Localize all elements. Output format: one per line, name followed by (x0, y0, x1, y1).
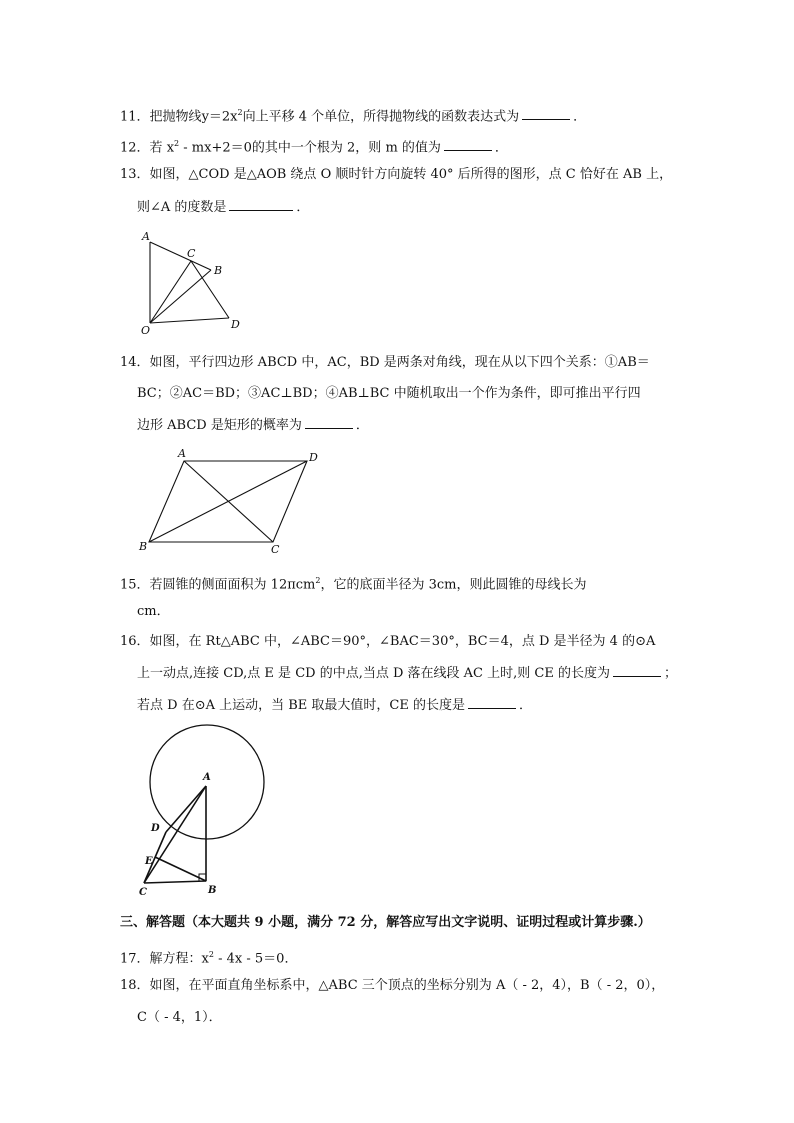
question-number: 13． (120, 167, 150, 182)
question-number: 14． (120, 355, 150, 370)
answer-blank[interactable] (613, 664, 661, 677)
question-15: 15．若圆锥的侧面面积为 12πcm$^2$，它的底面半径为 3cm，则此圆锥的母线长为 (120, 576, 587, 593)
question-number: 11． (120, 109, 150, 125)
label-C: C (187, 247, 196, 260)
answer-blank[interactable] (305, 416, 353, 429)
label-B: B (214, 264, 223, 277)
question-13: 13．如图，△COD 是△AOB 绕点 O 顺时针方向旋转 40° 后所得的图形，点 C 恰好在 AB 上， (120, 167, 673, 182)
question-16-line3: 若点 D 在⊙A 上运动，当 BE 取最大值时，CE 的长度是 ． (137, 698, 532, 713)
question-15-line2: cm． (137, 604, 170, 619)
label-D: D (151, 823, 160, 834)
question-14-line3: 边形 ABCD 是矩形的概率为 ． (137, 418, 369, 433)
label-C: C (271, 543, 280, 556)
question-18-line2: C（ - 4，1）． (137, 1010, 222, 1025)
label-D: D (309, 451, 318, 464)
question-14: 14．如图，平行四边形 ABCD 中，AC，BD 是两条对角线，现在从以下四个关系：①AB＝ (120, 355, 650, 370)
label-O: O (141, 324, 151, 336)
question-number: 18． (120, 978, 150, 993)
question-number: 12． (120, 140, 150, 156)
answer-blank[interactable] (444, 138, 492, 151)
question-number: 15． (120, 577, 150, 593)
label-A: A (178, 447, 186, 460)
question-13-line2: 则∠A 的度数是 ． (137, 200, 310, 215)
question-17: 17．解方程：$x^2 - 4x - 5=0$． (120, 950, 298, 967)
answer-blank[interactable] (229, 198, 293, 211)
answer-blank[interactable] (468, 696, 516, 709)
question-16-line2: 上一动点,连接 CD,点 E 是 CD 的中点,当点 D 落在线段 AC 上时,则 CE 的长度为 ； (137, 666, 677, 681)
label-A: A (142, 230, 150, 243)
question-number: 17． (120, 951, 150, 967)
label-A: A (203, 772, 211, 783)
question-11: 11．把抛物线$y=2x^2$向上平移 4 个单位，所得抛物线的函数表达式为 ． (120, 108, 587, 125)
figure-q13 (135, 228, 255, 336)
label-B: B (208, 885, 217, 896)
question-12: 12．若 $x^2 - mx+2=0$的其中一个根为 2，则 m 的值为 ． (120, 139, 508, 156)
question-number: 16． (120, 634, 150, 649)
section-heading: 三、解答题（本大题共 9 小题，满分 72 分，解答应写出文字说明、证明过程或计算步骤.） (120, 915, 651, 930)
label-B: B (139, 540, 148, 553)
figure-q16 (132, 724, 272, 899)
answer-blank[interactable] (522, 107, 570, 120)
label-D: D (231, 318, 240, 331)
question-18: 18．如图，在平面直角坐标系中，△ABC 三个顶点的坐标分别为 A（ - 2，4），B（ - 2，0）， (120, 978, 665, 993)
label-E: E (145, 856, 153, 867)
question-14-line2: BC；②AC＝BD；③AC⊥BD；④AB⊥BC 中随机取出一个作为条件，即可推出平行四 (137, 386, 641, 401)
question-16: 16．如图，在 Rt△ABC 中，∠ABC＝90°，∠BAC＝30°，BC＝4，点 D 是半径为 4 的⊙A (120, 634, 656, 649)
label-C: C (139, 887, 147, 898)
figure-q14 (135, 446, 325, 558)
